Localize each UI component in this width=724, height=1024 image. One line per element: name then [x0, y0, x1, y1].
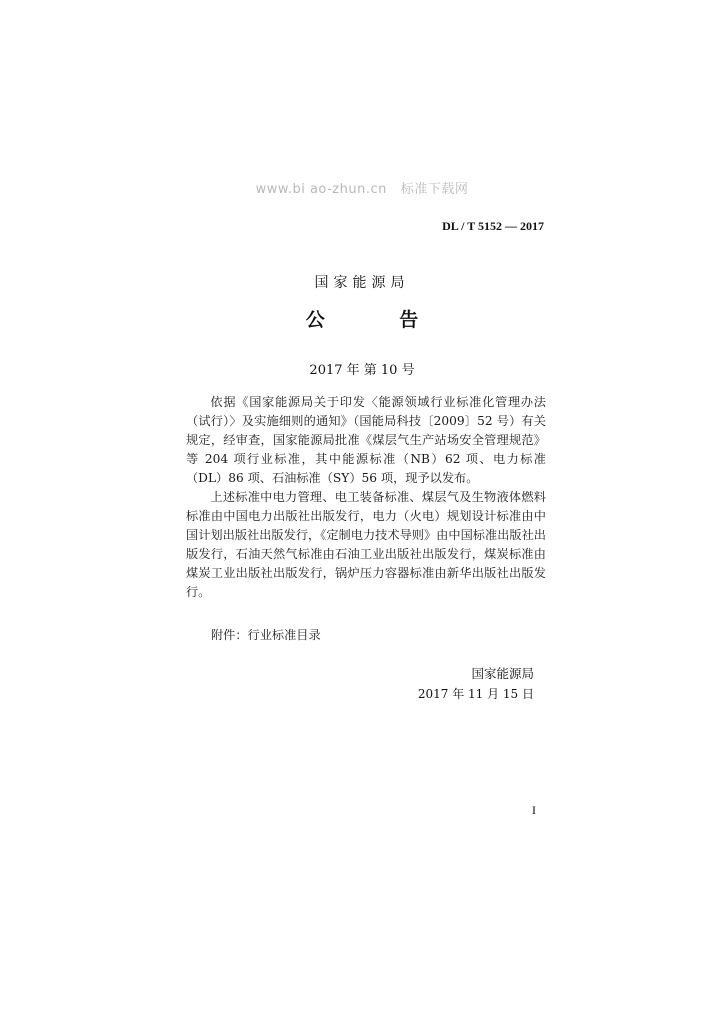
attachment-note: 附件：行业标准目录 — [211, 628, 321, 642]
watermark-site-name: 标准下载网 — [400, 182, 469, 197]
watermark-url: www.bi ao-zhun.cn — [255, 182, 387, 197]
announcement-number: 2017 年 第 10 号 — [309, 363, 415, 378]
signature-date: 2017 年 11 月 15 日 — [417, 687, 534, 701]
issuer-heading: 国家能源局 — [314, 275, 410, 291]
document-title: 公 告 — [305, 309, 453, 331]
body-paragraph: 依据《国家能源局关于印发〈能源领域行业标准化管理办法（试行）〉及实施细则的通知》（国能局科技〔2009〕52 号）有关规定，经审查，国家能源局批准《煤层气生产站场安全管理规范》等 204 项行业标准，其中能源标准（NB）62 项、电力标准（DL）86 项、石油标准（SY）56 项，现予以发布。 — [186, 395, 546, 485]
signature-organization: 国家能源局 — [471, 666, 534, 681]
body-paragraph: 上述标准中电力管理、电工装备标准、煤层气及生物液体燃料标准由中国电力出版社出版发行，电力（火电）规划设计标准由中国计划出版社出版发行，《定制电力技术导则》由中国标准出版社出版发行，石油天然气标准由石油工业出版社出版发行，煤炭标准由煤炭工业出版社出版发行，锅炉压力容器标准由新华出版社出版发行。 — [186, 490, 546, 599]
announcement-body — [186, 393, 546, 602]
watermark — [0, 178, 724, 197]
page-number: I — [532, 803, 536, 817]
standard-code: DL / T 5152 — 2017 — [442, 219, 544, 233]
